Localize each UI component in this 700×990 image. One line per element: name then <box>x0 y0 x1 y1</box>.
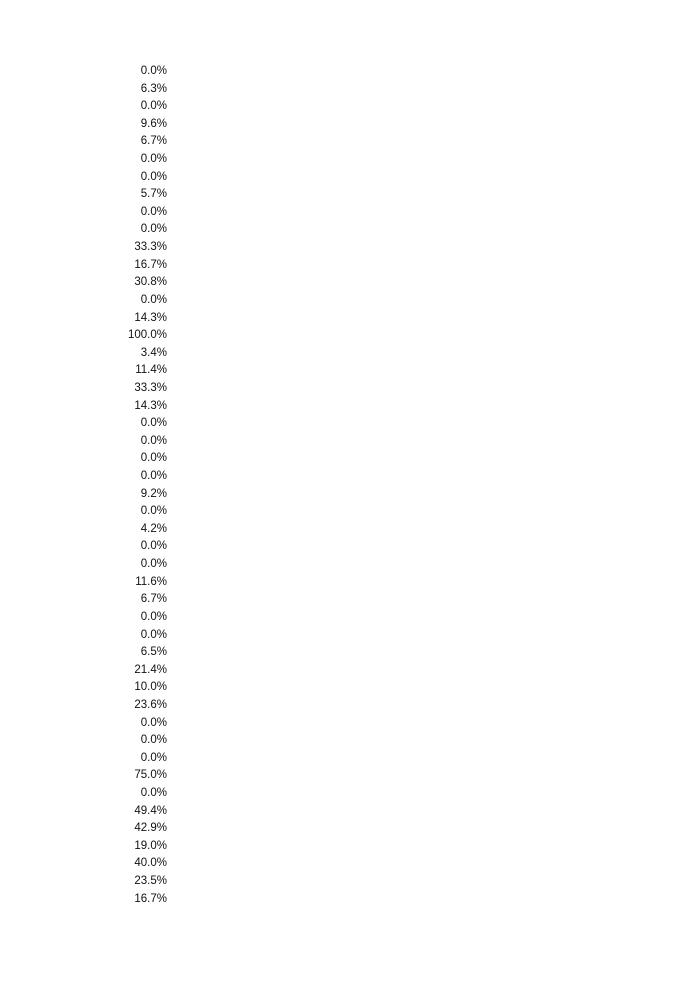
percentage-cell: 11.4% <box>135 364 167 377</box>
percentage-cell: 23.6% <box>134 698 167 711</box>
percentage-cell: 0.0% <box>140 417 167 430</box>
percentage-cell: 0.0% <box>140 65 167 77</box>
percentage-cell: 0.0% <box>140 223 167 236</box>
percentage-cell: 6.7% <box>140 593 167 606</box>
percentage-column <box>100 63 167 908</box>
percentage-cell: 30.8% <box>134 276 167 289</box>
percentage-cell: 16.7% <box>134 892 167 905</box>
percentage-cell: 3.4% <box>140 346 167 359</box>
percentage-cell: 0.0% <box>140 170 167 183</box>
percentage-cell: 0.0% <box>140 153 167 166</box>
percentage-cell: 0.0% <box>140 434 167 447</box>
percentage-cell: 0.0% <box>140 452 167 465</box>
percentage-cell: 0.0% <box>140 293 167 306</box>
percentage-cell: 14.3% <box>134 399 167 412</box>
percentage-cell: 10.0% <box>134 681 167 694</box>
percentage-cell: 16.7% <box>134 258 167 271</box>
percentage-cell: 0.0% <box>140 734 167 747</box>
percentage-cell: 0.0% <box>140 558 167 571</box>
percentage-cell: 23.5% <box>134 875 167 888</box>
percentage-cell: 11.6% <box>135 575 167 588</box>
percentage-cell: 75.0% <box>134 769 167 782</box>
percentage-cell: 6.5% <box>140 646 167 659</box>
percentage-cell: 0.0% <box>140 100 167 113</box>
percentage-cell: 4.2% <box>140 522 167 535</box>
percentage-cell: 0.0% <box>140 628 167 641</box>
percentage-cell: 6.3% <box>140 82 167 95</box>
percentage-cell: 0.0% <box>140 610 167 623</box>
percentage-cell: 42.9% <box>134 822 167 835</box>
percentage-cell: 0.0% <box>140 716 167 729</box>
percentage-cell: 40.0% <box>134 857 167 870</box>
percentage-cell: 0.0% <box>140 751 167 764</box>
percentage-cell: 0.0% <box>140 786 167 799</box>
percentage-cell: 9.6% <box>140 117 167 130</box>
percentage-cell: 0.0% <box>140 470 167 483</box>
percentage-cell: 100.0% <box>127 329 167 342</box>
percentage-cell: 21.4% <box>134 663 167 676</box>
percentage-cell: 19.0% <box>134 839 167 852</box>
percentage-cell: 0.0% <box>140 540 167 553</box>
percentage-cell: 33.3% <box>134 241 167 254</box>
percentage-cell: 9.2% <box>140 487 167 500</box>
percentage-cell: 0.0% <box>140 505 167 518</box>
percentage-cell: 33.3% <box>134 381 167 394</box>
percentage-cell: 0.0% <box>140 205 167 218</box>
percentage-cell: 6.7% <box>140 135 167 148</box>
percentage-cell: 5.7% <box>140 188 167 201</box>
percentage-cell: 49.4% <box>134 804 167 817</box>
percentage-cell: 14.3% <box>134 311 167 324</box>
